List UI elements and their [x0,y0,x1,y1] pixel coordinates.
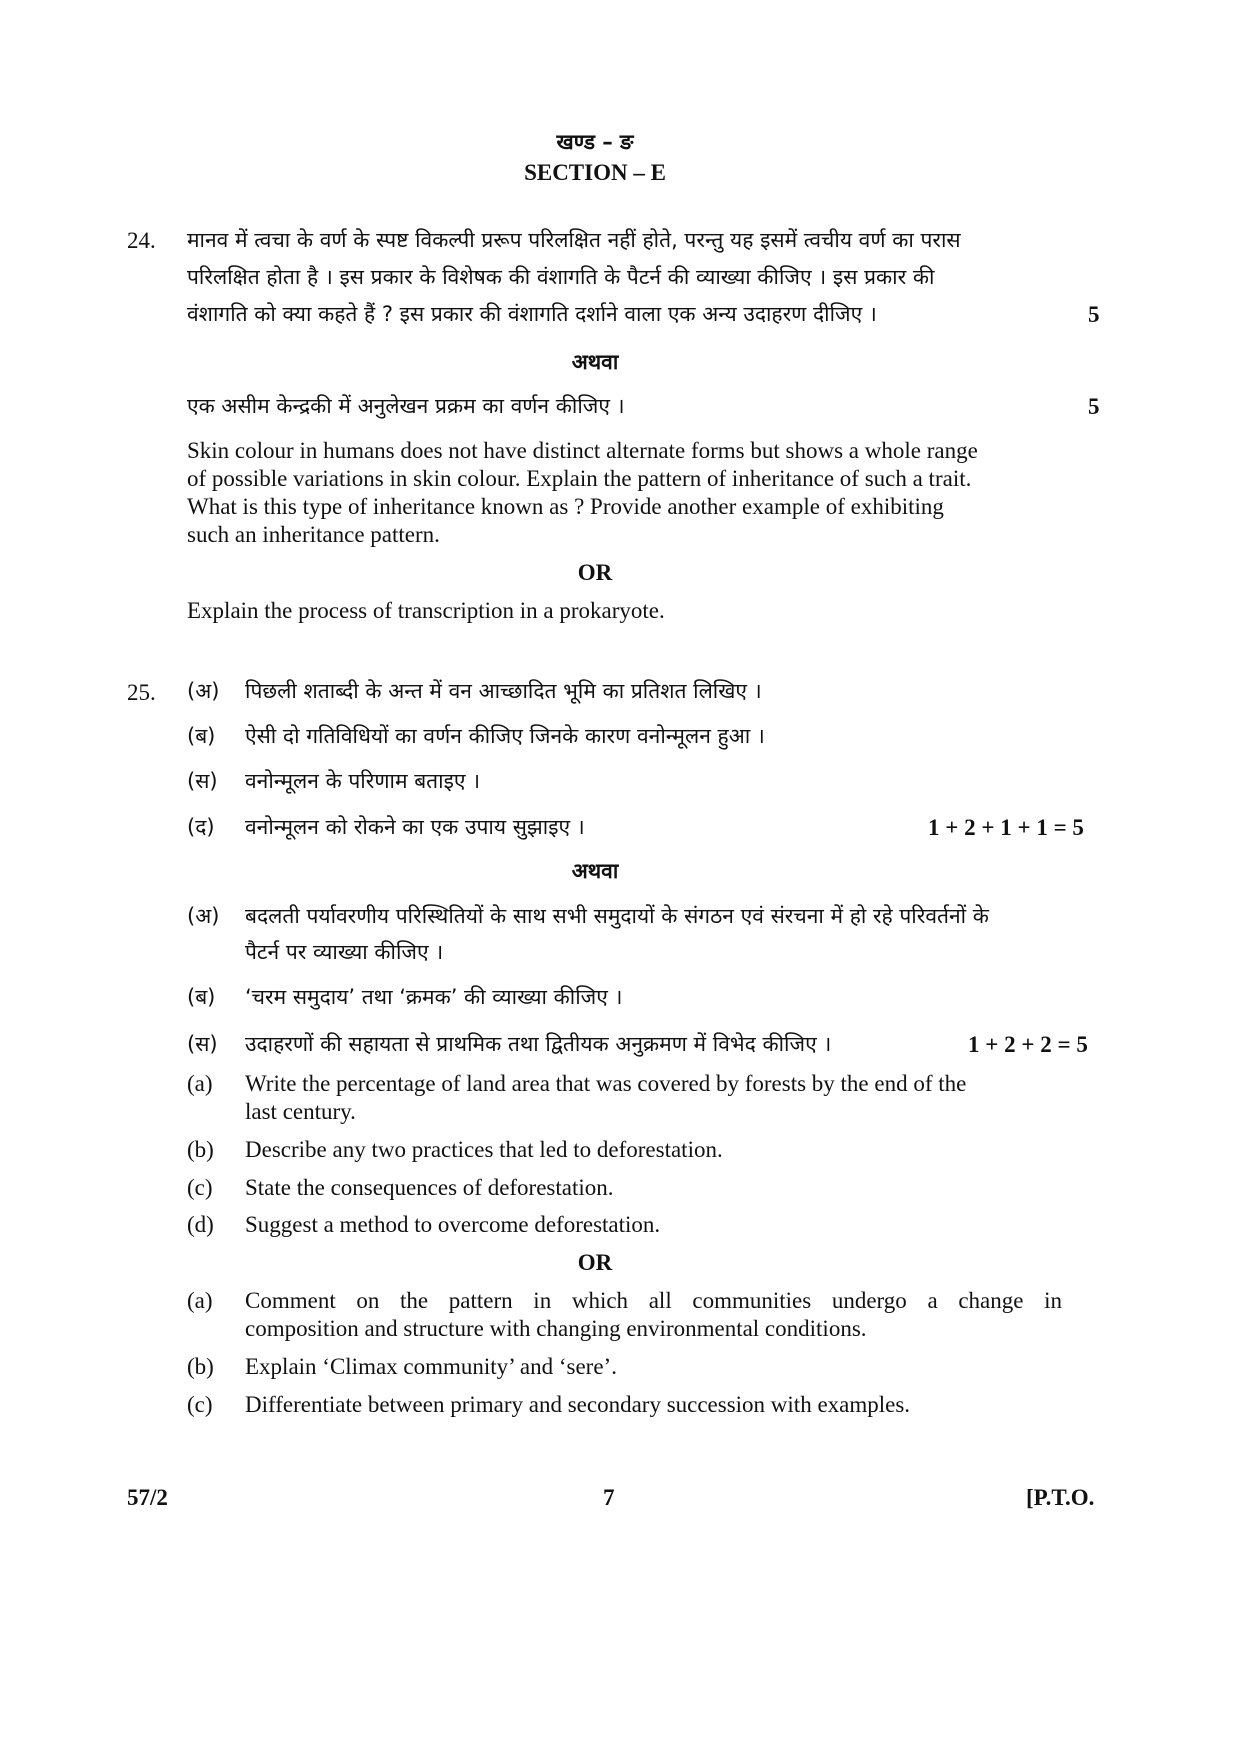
q25-english-label-c: (c) [187,1175,213,1200]
q25-english-a-line-2: last century. [245,1099,356,1124]
q25-english-label-a: (a) [187,1071,213,1096]
question-number-25: 25. [127,680,156,705]
q25-english-alt-label-b: (b) [187,1354,214,1379]
q24-hindi-line-1: मानव में त्वचा के वर्ण के स्पष्ट विकल्पी प्ररूप परिलक्षित नहीं होते, परन्तु यह इसमें त्वचीय वर्ण का परास [187,228,961,252]
q24-english-line-1: Skin colour in humans does not have distinct alternate forms but shows a whole range [187,438,978,463]
q25-english-alt-b: Explain ‘Climax community’ and ‘sere’. [245,1354,617,1379]
q25-english-alt-a-line-2: composition and structure with changing environmental conditions. [245,1316,867,1341]
paper-code: 57/2 [127,1485,168,1510]
q24-hindi-line-3: वंशागति को क्या कहते हैं ? इस प्रकार की वंशागति दर्शाने वाला एक अन्य उदाहरण दीजिए । [187,302,877,326]
q25-hindi-alt-label-a: (अ) [187,904,220,928]
q25-english-alt-label-a: (a) [187,1288,213,1313]
q25-hindi-item-b: ऐसी दो गतिविधियों का वर्णन कीजिए जिनके कारण वनोन्मूलन हुआ । [245,724,765,748]
q24-english-line-3: What is this type of inheritance known as ? Provide another example of exhibiting [187,494,944,519]
q25-hindi-alt-a-line-2: पैटर्न पर व्याख्या कीजिए । [245,940,444,964]
q24-hindi-line-2: परिलक्षित होता है । इस प्रकार के विशेषक की वंशागति के पैटर्न की व्याख्या कीजिए । इस प्रकार की [187,265,935,289]
q25-english-c: State the consequences of deforestation. [245,1175,614,1200]
q25-english-b: Describe any two practices that led to deforestation. [245,1137,723,1162]
question-number-24: 24. [127,228,156,253]
q25-english-d: Suggest a method to overcome deforestation. [245,1212,661,1237]
q25-hindi-alt-b: ‘चरम समुदाय’ तथा ‘क्रमक’ की व्याख्या कीजिए । [245,985,623,1009]
q24-english-alternative: Explain the process of transcription in a prokaryote. [187,598,665,623]
q25-hindi-item-c: वनोन्मूलन के परिणाम बताइए । [245,769,481,793]
q25-hindi-item-a: पिछली शताब्दी के अन्त में वन आच्छादित भूमि का प्रतिशत लिखिए । [245,679,762,703]
q24-or-hindi: अथवा [571,350,619,374]
q25-english-a-line-1: Write the percentage of land area that was covered by forests by the end of the [245,1071,967,1096]
page-number: 7 [603,1485,615,1510]
q25-hindi-alt-label-b: (ब) [187,985,216,1009]
q24-english-line-4: such an inheritance pattern. [187,522,440,547]
q25-marks: 1 + 2 + 1 + 1 = 5 [928,815,1084,840]
q25-hindi-label-a: (अ) [187,679,220,703]
q24-alt-marks: 5 [1088,394,1100,419]
q25-alt-marks: 1 + 2 + 2 = 5 [968,1032,1088,1057]
q24-marks: 5 [1088,302,1100,327]
section-english-title: SECTION – E [524,160,666,185]
q25-hindi-label-c: (स) [187,769,218,793]
q25-or-english: OR [577,1250,613,1275]
please-turn-over: [P.T.O. [1026,1485,1095,1510]
q25-english-alt-label-c: (c) [187,1392,213,1417]
q24-or-english: OR [577,560,613,585]
q25-or-hindi: अथवा [571,859,619,883]
q25-hindi-alt-c: उदाहरणों की सहायता से प्राथमिक तथा द्वितीयक अनुक्रमण में विभेद कीजिए । [245,1032,832,1056]
q25-english-label-d: (d) [187,1212,214,1237]
q25-hindi-item-d: वनोन्मूलन को रोकने का एक उपाय सुझाइए । [245,815,585,839]
q25-english-alt-a-line-1: Comment on the pattern in which all communities undergo a change in [245,1288,1062,1313]
q24-hindi-alternative: एक असीम केन्द्रकी में अनुलेखन प्रक्रम का वर्णन कीजिए । [187,394,625,418]
q25-hindi-alt-label-c: (स) [187,1032,218,1056]
q25-hindi-label-d: (द) [187,815,215,839]
q25-hindi-label-b: (ब) [187,724,216,748]
q25-english-alt-c: Differentiate between primary and secondary succession with examples. [245,1392,911,1417]
q25-english-label-b: (b) [187,1137,214,1162]
section-hindi-title: खण्ड – ङ [556,130,634,154]
q24-english-line-2: of possible variations in skin colour. Explain the pattern of inheritance of such a trait. [187,466,972,491]
q25-hindi-alt-a-line-1: बदलती पर्यावरणीय परिस्थितियों के साथ सभी समुदायों के संगठन एवं संरचना में हो रहे परिवर्तनों के [245,904,989,928]
